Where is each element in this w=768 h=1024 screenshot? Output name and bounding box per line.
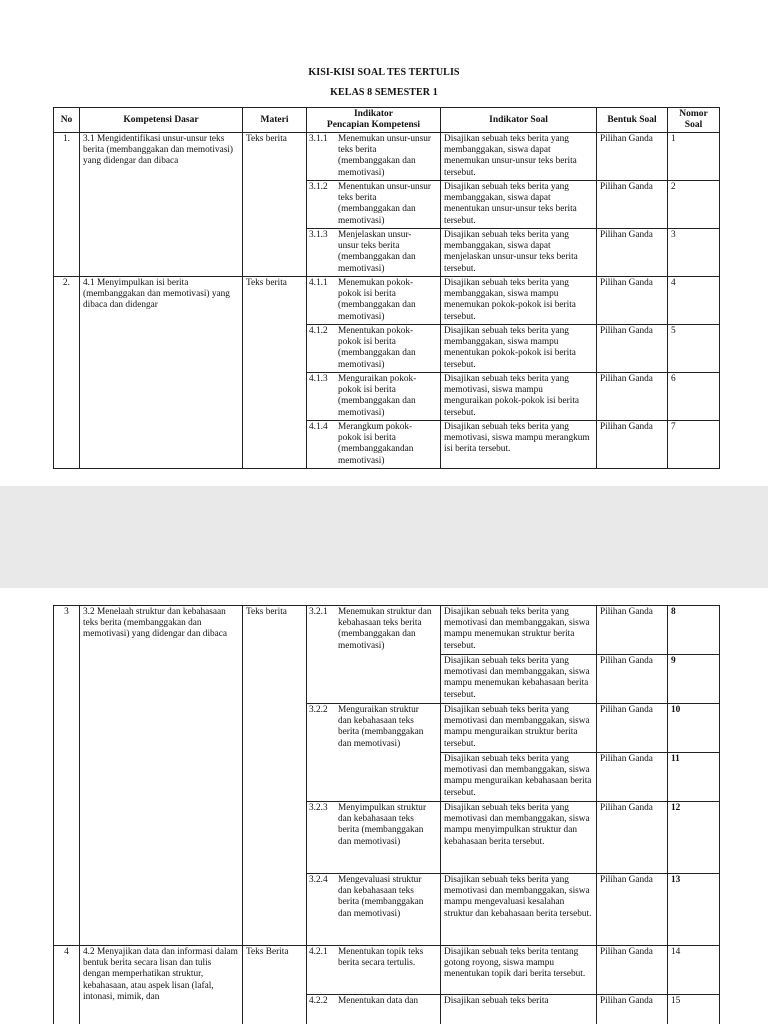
indikator-pencapaian: 3.2.2 Menguraikan struktur dan kebahasaan teks berita (membanggakan dan memotivasi) — [307, 704, 441, 802]
nomor-soal: 11 — [668, 753, 720, 802]
header-indikator-soal: Indikator Soal — [441, 108, 597, 133]
materi: Teks berita — [243, 606, 307, 946]
bentuk-soal: Pilihan Ganda — [597, 606, 668, 655]
header-kompetensi-dasar: Kompetensi Dasar — [80, 108, 243, 133]
bentuk-soal: Pilihan Ganda — [597, 373, 668, 421]
indikator-pencapaian: 4.2.1 Menentukan topik teks berita secara tertulis. — [307, 946, 441, 995]
indikator-pencapaian: 3.2.4 Mengevaluasi struktur dan kebahasaan teks berita (membanggakan dan memotivasi) — [307, 874, 441, 946]
bentuk-soal: Pilihan Ganda — [597, 229, 668, 277]
nomor-soal: 6 — [668, 373, 720, 421]
nomor-soal: 7 — [668, 421, 720, 469]
indikator-pencapaian: 4.2.2 Menentukan data dan — [307, 995, 441, 1024]
bentuk-soal: Pilihan Ganda — [597, 277, 668, 325]
row-number: 3 — [54, 606, 80, 946]
table-row — [54, 277, 720, 325]
bentuk-soal: Pilihan Ganda — [597, 874, 668, 946]
table-row — [54, 133, 720, 181]
kisi-kisi-table-1 — [53, 107, 720, 469]
indikator-soal: Disajikan sebuah teks berita tentang gotong royong, siswa mampu menentukan topik dari berita tersebut. — [441, 946, 597, 995]
kompetensi-dasar: 3.2 Menelaah struktur dan kebahasaan teks berita (membanggakan dan memotivasi) yang didengar dan dibaca — [80, 606, 243, 946]
indikator-soal: Disajikan sebuah teks berita yang memotivasi dan membanggakan, siswa mampu menguraikan struktur berita tersebut. — [441, 704, 597, 753]
row-number: 1. — [54, 133, 80, 277]
nomor-soal: 1 — [668, 133, 720, 181]
page-2 — [0, 588, 768, 1024]
indikator-soal: Disajikan sebuah teks berita yang memotivasi dan membanggakan, siswa mampu menemukan struktur berita tersebut. — [441, 606, 597, 655]
nomor-soal: 8 — [668, 606, 720, 655]
header-no: No — [54, 108, 80, 133]
header-materi: Materi — [243, 108, 307, 133]
indikator-soal: Disajikan sebuah teks berita yang memotivasi dan membanggakan, siswa mampu menemukan kebahasaan berita tersebut. — [441, 655, 597, 704]
indikator-pencapaian: 4.1.3 Menguraikan pokok-pokok isi berita (membanggakan dan memotivasi) — [307, 373, 441, 421]
nomor-soal: 14 — [668, 946, 720, 995]
indikator-pencapaian: 4.1.4 Merangkum pokok-pokok isi berita (membanggakandan memotivasi) — [307, 421, 441, 469]
bentuk-soal: Pilihan Ganda — [597, 946, 668, 995]
nomor-soal: 15 — [668, 995, 720, 1024]
nomor-soal: 4 — [668, 277, 720, 325]
bentuk-soal: Pilihan Ganda — [597, 753, 668, 802]
materi: Teks berita — [243, 277, 307, 469]
document-subtitle: KELAS 8 SEMESTER 1 — [330, 87, 438, 98]
bentuk-soal: Pilihan Ganda — [597, 325, 668, 373]
materi: Teks berita — [243, 133, 307, 277]
bentuk-soal: Pilihan Ganda — [597, 704, 668, 753]
indikator-pencapaian: 3.2.1 Menemukan struktur dan kebahasaan teks berita (membanggakan dan memotivasi) — [307, 606, 441, 704]
row-number: 2. — [54, 277, 80, 469]
indikator-pencapaian: 3.1.2 Menentukan unsur-unsur teks berita (membanggakan dan memotivasi) — [307, 181, 441, 229]
nomor-soal: 13 — [668, 874, 720, 946]
bentuk-soal: Pilihan Ganda — [597, 995, 668, 1024]
indikator-soal: Disajikan sebuah teks berita yang membanggakan, siswa dapat menentukan unsur-unsur teks berita tersebut. — [441, 181, 597, 229]
materi: Teks Berita — [243, 946, 307, 1024]
table-header-row — [54, 108, 720, 133]
page-gap — [0, 486, 768, 588]
indikator-soal: Disajikan sebuah teks berita yang memotivasi dan membanggakan, siswa mampu mengevaluasi kesalahan struktur dan kebahasaan berita tersebut. — [441, 874, 597, 946]
bentuk-soal: Pilihan Ganda — [597, 133, 668, 181]
bentuk-soal: Pilihan Ganda — [597, 802, 668, 874]
table-row — [54, 946, 720, 995]
row-number: 4 — [54, 946, 80, 1024]
kompetensi-dasar: 4.1 Menyimpulkan isi berita (membanggakan dan memotivasi) yang dibaca dan didengar — [80, 277, 243, 469]
kisi-kisi-table-2 — [53, 605, 720, 1024]
indikator-soal: Disajikan sebuah teks berita yang memotivasi dan membanggakan, siswa mampu menyimpulkan struktur dan kebahasaan berita tersebut. — [441, 802, 597, 874]
nomor-soal: 5 — [668, 325, 720, 373]
indikator-soal: Disajikan sebuah teks berita yang membanggakan, siswa dapat menemukan unsur-unsur teks berita tersebut. — [441, 133, 597, 181]
indikator-pencapaian: 3.2.3 Menyimpulkan struktur dan kebahasaan teks berita (membanggakan dan memotivasi) — [307, 802, 441, 874]
indikator-soal: Disajikan sebuah teks berita yang membanggakan, siswa mampu menemukan pokok-pokok isi berita tersebut. — [441, 277, 597, 325]
nomor-soal: 3 — [668, 229, 720, 277]
indikator-soal: Disajikan sebuah teks berita yang membanggakan, siswa dapat menjelaskan unsur-unsur teks berita tersebut. — [441, 229, 597, 277]
nomor-soal: 2 — [668, 181, 720, 229]
indikator-soal: Disajikan sebuah teks berita yang memotivasi, siswa mampu menguraikan pokok-pokok isi berita tersebut. — [441, 373, 597, 421]
kompetensi-dasar: 3.1 Mengidentifikasi unsur-unsur teks berita (membanggakan dan memotivasi) yang didengar dan dibaca — [80, 133, 243, 277]
header-indikator-pencapaian: Indikator Pencapian Kompetensi — [307, 108, 441, 133]
table-row — [54, 606, 720, 655]
indikator-soal: Disajikan sebuah teks berita yang memotivasi, siswa mampu merangkum isi berita tersebut. — [441, 421, 597, 469]
bentuk-soal: Pilihan Ganda — [597, 655, 668, 704]
indikator-pencapaian: 3.1.1 Menemukan unsur-unsur teks berita (membanggakan dan memotivasi) — [307, 133, 441, 181]
indikator-pencapaian: 4.1.1 Menemukan pokok-pokok isi berita (membanggakan dan memotivasi) — [307, 277, 441, 325]
nomor-soal: 10 — [668, 704, 720, 753]
bentuk-soal: Pilihan Ganda — [597, 421, 668, 469]
nomor-soal: 12 — [668, 802, 720, 874]
indikator-soal: Disajikan sebuah teks berita yang membanggakan, siswa mampu menentukan pokok-pokok isi berita tersebut. — [441, 325, 597, 373]
indikator-soal: Disajikan sebuah teks berita — [441, 995, 597, 1024]
header-bentuk-soal: Bentuk Soal — [597, 108, 668, 133]
indikator-soal: Disajikan sebuah teks berita yang memotivasi dan membanggakan, siswa mampu menguraikan kebahasaan berita tersebut. — [441, 753, 597, 802]
kompetensi-dasar: 4.2 Menyajikan data dan informasi dalam bentuk berita secara lisan dan tulis dengan memperhatikan struktur, kebahasaan, atau aspek lisan (lafal, intonasi, mimik, dan — [80, 946, 243, 1024]
indikator-pencapaian: 4.1.2 Menentukan pokok-pokok isi berita (membanggakan dan memotivasi) — [307, 325, 441, 373]
page-1 — [0, 0, 768, 486]
header-nomor-soal: Nomor Soal — [668, 108, 720, 133]
bentuk-soal: Pilihan Ganda — [597, 181, 668, 229]
document-title: KISI-KISI SOAL TES TERTULIS — [308, 67, 460, 78]
indikator-pencapaian: 3.1.3 Menjelaskan unsur-unsur teks berita (membanggakan dan memotivasi) — [307, 229, 441, 277]
nomor-soal: 9 — [668, 655, 720, 704]
